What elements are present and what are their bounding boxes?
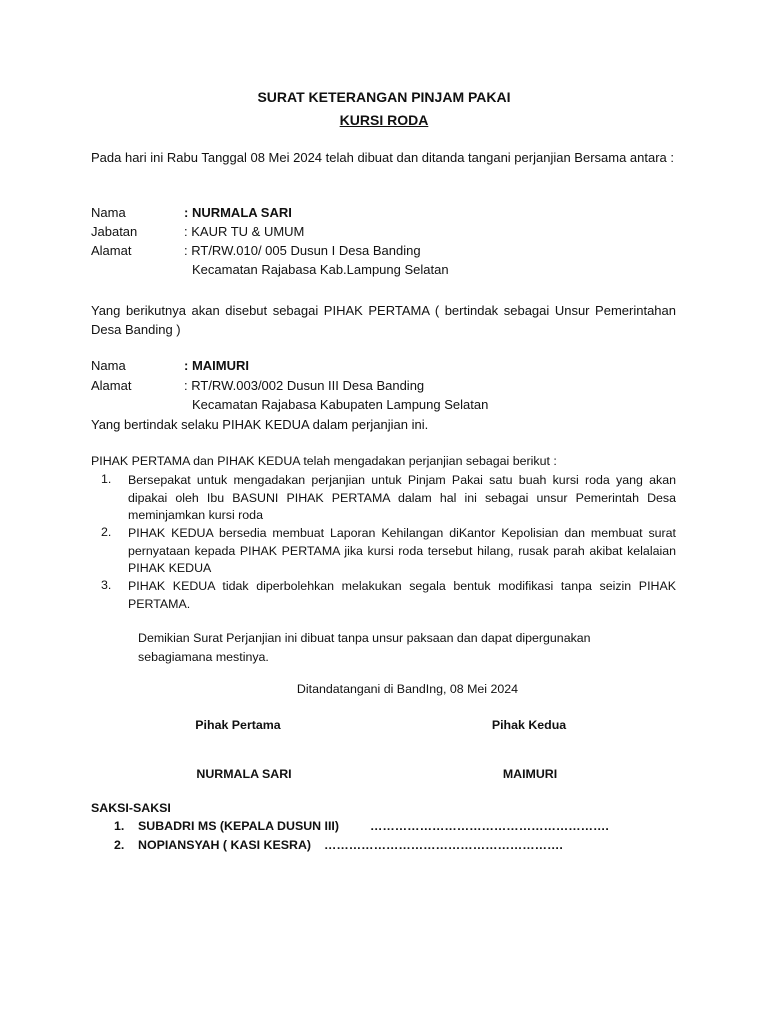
signature-left-name: NURMALA SARI [196,767,292,781]
party2-role-paragraph: Yang bertindak selaku PIHAK KEDUA dalam perjanjian ini. [91,417,429,432]
clause-text: Bersepakat untuk mengadakan perjanjian untuk Pinjam Pakai satu buah kursi roda yang akan dipakai oleh Ibu BASUNI PIHAK PERTAMA dalam hal ini sebagai unsur Pemerintah Desa meminjamkan kursi roda [128,473,676,523]
document-title: SURAT KETERANGAN PINJAM PAKAI [257,89,511,105]
witnesses-title: SAKSI-SAKSI [91,801,171,815]
party1-position-label: Jabatan [91,224,138,239]
party1-name-label: Nama [91,205,126,220]
intro-paragraph: Pada hari ini Rabu Tanggal 08 Mei 2024 telah dibuat dan ditanda tangani perjanjian Bersama antara : [91,150,675,165]
clause-number: 2. [101,525,112,539]
clause-number: 3. [101,578,112,592]
signed-place-date: Ditandatangani di BandIng, 08 Mei 2024 [296,682,519,696]
clause-text: PIHAK KEDUA bersedia membuat Laporan Kehilangan diKantor Kepolisian dan membuat surat pernyataan kepada PIHAK PERTAMA jika kursi roda tersebut hilang, rusak parah akibat kelalaian PIHAK KEDUA [128,526,676,576]
party2-address-line2: Kecamatan Rajabasa Kabupaten Lampung Selatan [192,397,489,412]
party1-address-label: Alamat [91,243,132,258]
signature-left-label: Pihak Pertama [195,718,281,732]
witness-number: 1. [114,819,125,833]
party2-address-value: : RT/RW.003/002 Dusun III Desa Banding [184,378,425,393]
closing-paragraph: Demikian Surat Perjanjian ini dibuat tanpa unsur paksaan dan dapat dipergunakan sebagiamana mestinya. [138,631,591,664]
party1-role-paragraph: Yang berikutnya akan disebut sebagai PIHAK PERTAMA ( bertindak sebagai Unsur Pemerintahan Desa Banding ) [91,303,676,337]
party1-name-value: : NURMALA SARI [184,205,292,220]
signature-right-name: MAIMURI [502,767,558,781]
witness-number: 2. [114,838,125,852]
party2-name-label: Nama [91,358,126,373]
party1-address-value: : RT/RW.010/ 005 Dusun I Desa Banding [184,243,421,258]
party2-address-label: Alamat [91,378,132,393]
witness-name: NOPIANSYAH ( KASI KESRA) [138,838,312,852]
document-subtitle: KURSI RODA [339,112,429,128]
witness-signature-line: …………………………………………………. [370,819,609,833]
signature-right-label: Pihak Kedua [491,718,567,732]
agreement-intro: PIHAK PERTAMA dan PIHAK KEDUA telah mengadakan perjanjian sebagai berikut : [91,454,557,468]
clause-text: PIHAK KEDUA tidak diperbolehkan melakukan segala bentuk modifikasi tanpa seizin PIHAK PERTAMA. [128,579,676,611]
witness-signature-line: …………………………………………………. [324,838,563,852]
party2-name-value: : MAIMURI [184,358,249,373]
witness-name: SUBADRI MS (KEPALA DUSUN III) [138,819,340,833]
party1-address-line2: Kecamatan Rajabasa Kab.Lampung Selatan [192,262,449,277]
clause-number: 1. [101,472,112,486]
party1-position-value: : KAUR TU & UMUM [184,224,305,239]
